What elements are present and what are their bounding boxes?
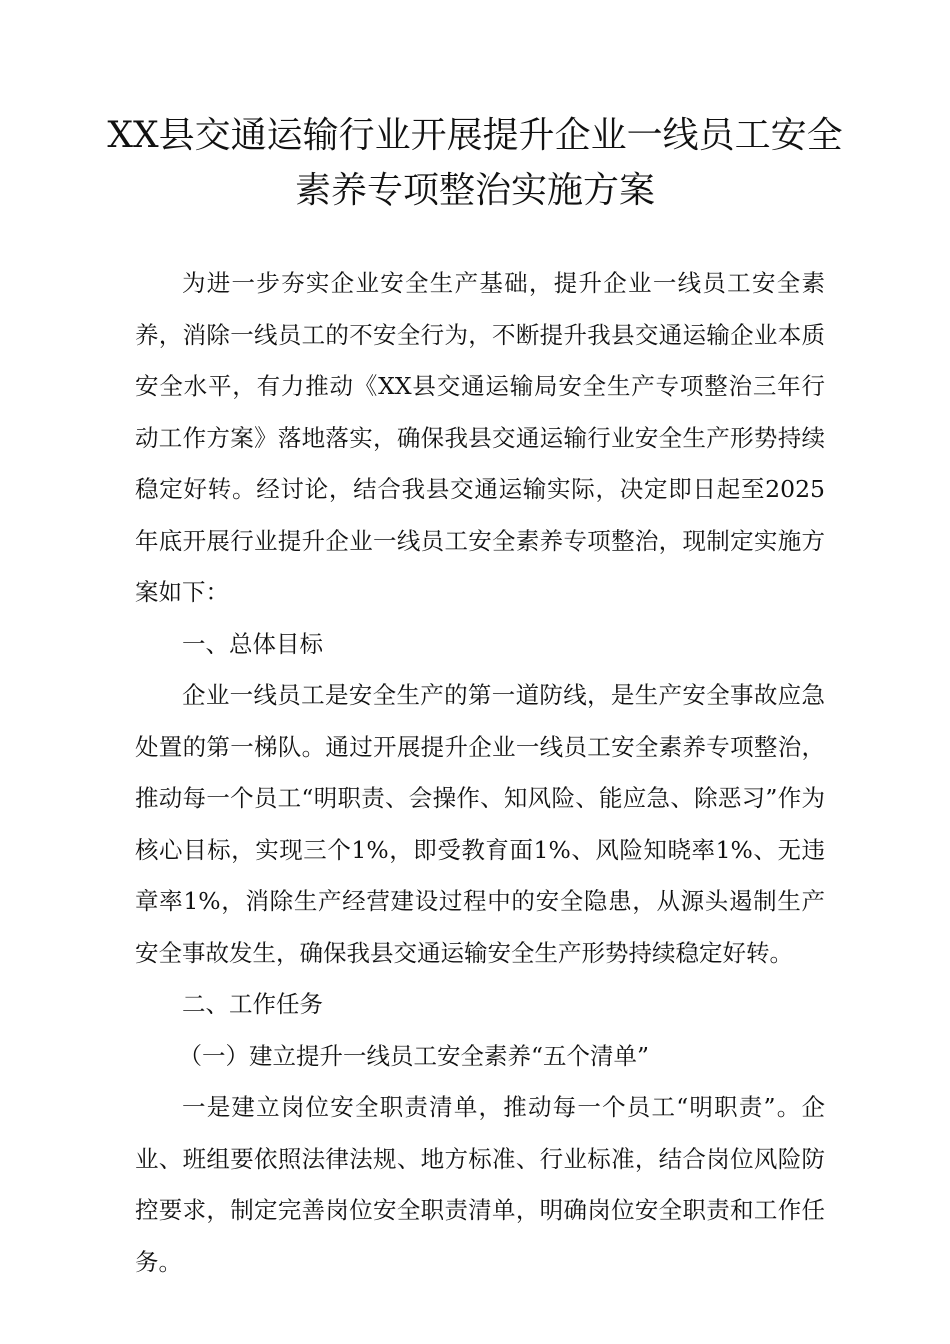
title-line-1: XX县交通运输行业开展提升企业一线员工安全 (107, 115, 843, 156)
section-heading-work-tasks: 二、工作任务 (182, 990, 323, 1018)
title-line-2: 素养专项整治实施方案 (294, 170, 655, 211)
subsection-heading-five-lists: （一）建立提升一线员工安全素养“五个清单” (178, 1041, 649, 1070)
intro-paragraph: 为进一步夯实企业安全生产基础，提升企业一线员工安全素养，消除一线员工的不安全行为，不断提升我县交通运输企业本质安全水平，有力推动《XX县交通运输局安全生产专项整治三年行动工作方案》落地落实，确保我县交通运输行业安全生产形势持续稳定好转。经讨论，结合我县交通运输实际，决定即日起至2025年底开展行业提升企业一线员工安全素养专项整治，现制定实施方案如下： (135, 269, 825, 606)
document-body (135, 258, 825, 1288)
five-lists-paragraph: 一是建立岗位安全职责清单，推动每一个员工“明职责”。企业、班组要依照法律法规、地方标准、行业标准，结合岗位风险防控要求，制定完善岗位安全职责清单，明确岗位安全职责和工作任务。 (135, 1093, 825, 1276)
section-heading-overall-goal: 一、总体目标 (182, 629, 323, 658)
document-title (100, 108, 850, 218)
overall-goal-paragraph: 企业一线员工是安全生产的第一道防线，是生产安全事故应急处置的第一梯队。通过开展提升企业一线员工安全素养专项整治，推动每一个员工“明职责、会操作、知风险、能应急、除恶习”作为核心目标，实现三个1%，即受教育面1%、风险知晓率1%、无违章率1%，消除生产经营建设过程中的安全隐患，从源头遏制生产安全事故发生，确保我县交通运输安全生产形势持续稳定好转。 (135, 681, 825, 967)
